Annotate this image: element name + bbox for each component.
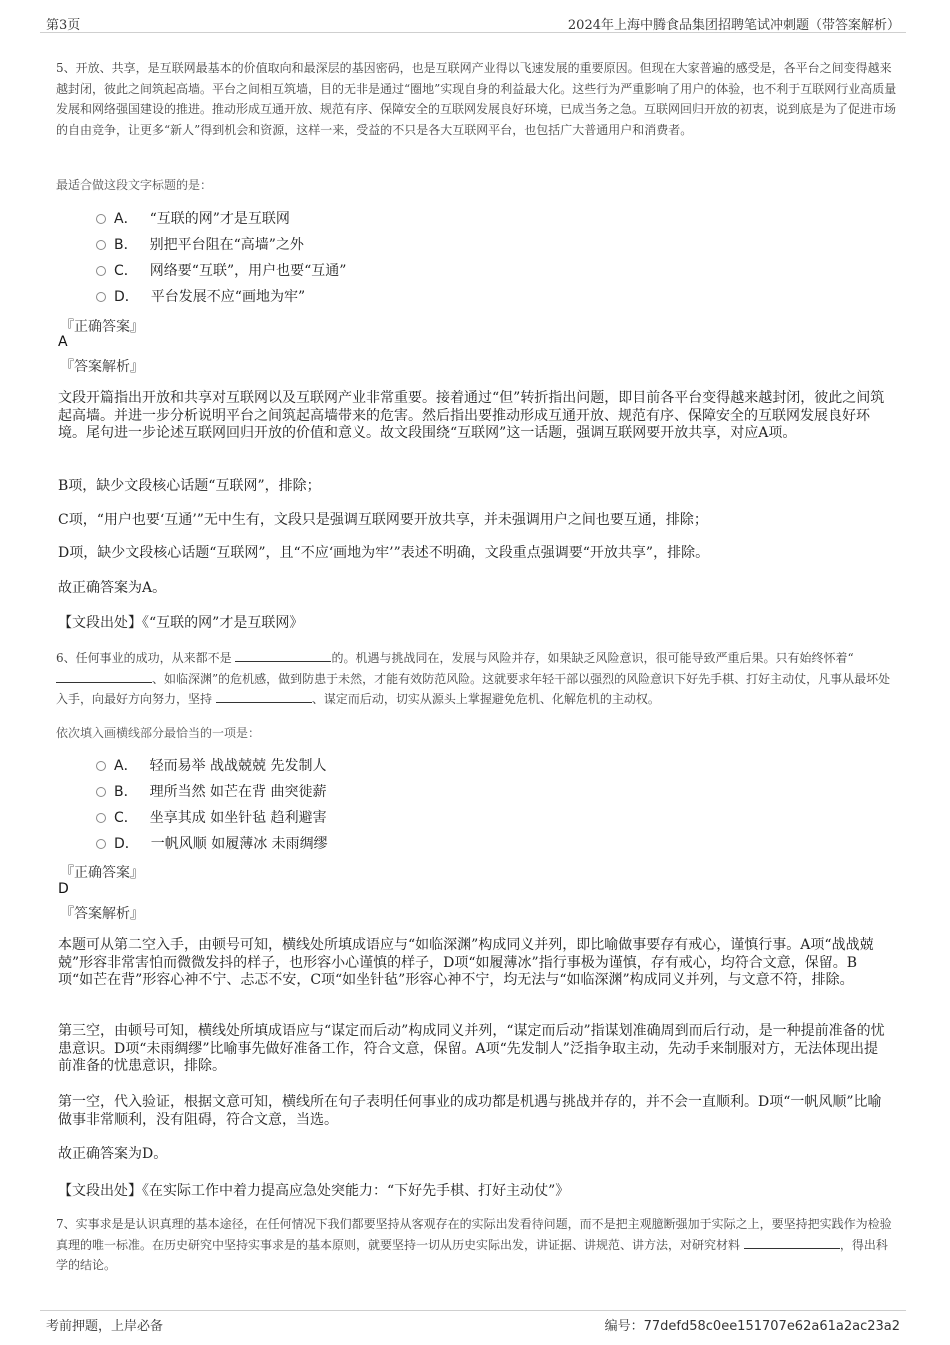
analysis-paragraph: C项，“用户也要‘互通’”无中生有，文段只是强调互联网要开放共享，并未强调用户之间也要互通，排除； bbox=[58, 512, 708, 528]
fill-blank[interactable] bbox=[216, 690, 312, 703]
footer-slogan: 考前押题，上岸必备 bbox=[46, 1319, 164, 1334]
answer-label: 『正确答案』 bbox=[60, 319, 144, 335]
source-citation: 【文段出处】《“互联的网”才是互联网》 bbox=[58, 615, 304, 631]
fill-blank[interactable] bbox=[235, 649, 331, 662]
question-6-text: 6、任何事业的成功，从来都不是 的。机遇与挑战同在，发展与风险并存，如果缺乏风险意识，很可能导致严重后果。只有始终怀着“、如临深渊”的危机感，做到防患于未然，才能有效防范风险。这就要求年轻干部以强烈的风险意识下好先手棋、打好主动仗，凡事从最坏处入手，向最好方向努力，坚持 、谋定而后动，切实从源头上掌握避免危机、化解危机的主动权。 bbox=[56, 651, 891, 706]
radio-icon[interactable] bbox=[96, 813, 106, 823]
question-7-text: 7、实事求是是认识真理的基本途径，在任何情况下我们都要坚持从客观存在的实际出发看待问题，而不是把主观臆断强加于实际之上，要坚持把实践作为检验真理的唯一标准。在历史研究中坚持实事求是的基本原则，就要坚持一切从历史实际出发，讲证据、讲规范、讲方法，对研究材料 ，得出科学的结论。 bbox=[56, 1217, 892, 1272]
radio-icon[interactable] bbox=[96, 839, 106, 849]
answer-value: A bbox=[58, 334, 68, 350]
question-6-option-a[interactable]: A． 轻而易举 战战兢兢 先发制人 bbox=[96, 755, 326, 777]
analysis-paragraph: 本题可从第二空入手，由顿号可知，横线处所填成语应与“如临深渊”构成同义并列，即比喻做事要存有戒心，谨慎行事。A项“战战兢兢”形容非常害怕而微微发抖的样子，也形容小心谨慎的样子，D项“如履薄冰”指行事极为谨慎，存有戒心，均符合文意，保留。B项“如芒在背”形容心神不宁、忐忑不安，C项“如坐针毡”形容心神不宁，均无法与“如临深渊”构成同义并列，与文意不符，排除。 bbox=[58, 937, 874, 988]
question-6-option-b[interactable]: B． 理所当然 如芒在背 曲突徙薪 bbox=[96, 781, 327, 803]
question-5-option-d[interactable]: D． 平台发展不应“画地为牢” bbox=[96, 286, 305, 308]
analysis-paragraph: D项，缺少文段核心话题“互联网”，且“不应‘画地为牢’”表述不明确，文段重点强调要“开放共享”，排除。 bbox=[58, 545, 710, 561]
question-6-prompt: 依次填入画横线部分最恰当的一项是： bbox=[56, 726, 261, 740]
question-6-option-c[interactable]: C． 坐享其成 如坐针毡 趋利避害 bbox=[96, 807, 327, 829]
radio-icon[interactable] bbox=[96, 240, 106, 250]
radio-icon[interactable] bbox=[96, 214, 106, 224]
radio-icon[interactable] bbox=[96, 761, 106, 771]
document-id: 编号：77defd58c0ee151707e62a61a2ac23a2 bbox=[604, 1319, 900, 1334]
page-footer bbox=[40, 1310, 906, 1333]
answer-label: 『正确答案』 bbox=[60, 865, 144, 881]
fill-blank[interactable] bbox=[744, 1236, 840, 1249]
page-number: 第3页 bbox=[46, 18, 81, 33]
radio-icon[interactable] bbox=[96, 266, 106, 276]
analysis-paragraph: 文段开篇指出开放和共享对互联网以及互联网产业非常重要。接着通过“但”转折指出问题，即目前各平台变得越来越封闭，彼此之间筑起高墙。并进一步分析说明平台之间筑起高墙带来的危害。然后指出要推动形成互通开放、规范有序、保障安全的互联网发展良好环境。尾句进一步论述互联网回归开放的价值和意义。故文段围绕“互联网”这一话题，强调互联网要开放共享，对应A项。 bbox=[58, 390, 885, 441]
question-5-option-c[interactable]: C． 网络要“互联”，用户也要“互通” bbox=[96, 260, 346, 282]
question-6-option-d[interactable]: D． 一帆风顺 如履薄冰 未雨绸缪 bbox=[96, 833, 328, 855]
question-5-option-a[interactable]: A． “互联的网”才是互联网 bbox=[96, 208, 290, 230]
radio-icon[interactable] bbox=[96, 292, 106, 302]
radio-icon[interactable] bbox=[96, 787, 106, 797]
analysis-label: 『答案解析』 bbox=[60, 906, 144, 922]
source-citation: 【文段出处】《在实际工作中着力提高应急处突能力：“下好先手棋、打好主动仗”》 bbox=[58, 1183, 570, 1199]
page-header bbox=[40, 12, 906, 33]
analysis-paragraph: 第三空，由顿号可知，横线处所填成语应与“谋定而后动”构成同义并列，“谋定而后动”指谋划准确周到而后行动，是一种提前准备的忧患意识。D项“未雨绸缪”比喻事先做好准备工作，符合文意，保留。A项“先发制人”泛指争取主动，先动手来制服对方，无法体现出提前准备的忧患意识，排除。 bbox=[58, 1023, 885, 1074]
question-5-text: 5、开放、共享，是互联网最基本的价值取向和最深层的基因密码，也是互联网产业得以飞速发展的重要原因。但现在大家普遍的感受是，各平台之间变得越来越封闭，彼此之间筑起高墙。平台之间相互筑墙，目的无非是通过“圈地”实现自身的利益最大化。这些行为严重影响了用户的体验，也不利于互联网行业高质量发展和网络强国建设的推进。推动形成互通开放、规范有序、保障安全的互联网发展良好环境，已成当务之急。互联网回归开放的初衷，说到底是为了促进市场的自由竞争，让更多“新人”得到机会和资源，这样一来，受益的不只是各大互联网平台，也包括广大普通用户和消费者。 bbox=[56, 61, 897, 137]
document-title: 2024年上海中腾食品集团招聘笔试冲刺题（带答案解析） bbox=[567, 18, 900, 33]
analysis-paragraph: B项，缺少文段核心话题“互联网”，排除； bbox=[58, 478, 321, 494]
answer-value: D bbox=[58, 881, 69, 897]
fill-blank[interactable] bbox=[56, 670, 152, 683]
question-5-option-b[interactable]: B． 别把平台阻在“高墙”之外 bbox=[96, 234, 304, 256]
analysis-conclusion: 故正确答案为A。 bbox=[58, 580, 167, 596]
question-5-prompt: 最适合做这段文字标题的是： bbox=[56, 178, 213, 192]
analysis-conclusion: 故正确答案为D。 bbox=[58, 1146, 168, 1162]
analysis-paragraph: 第一空，代入验证，根据文意可知，横线所在句子表明任何事业的成功都是机遇与挑战并存的，并不会一直顺利。D项“一帆风顺”比喻做事非常顺利，没有阻碍，符合文意，当选。 bbox=[58, 1094, 882, 1128]
analysis-label: 『答案解析』 bbox=[60, 359, 144, 375]
